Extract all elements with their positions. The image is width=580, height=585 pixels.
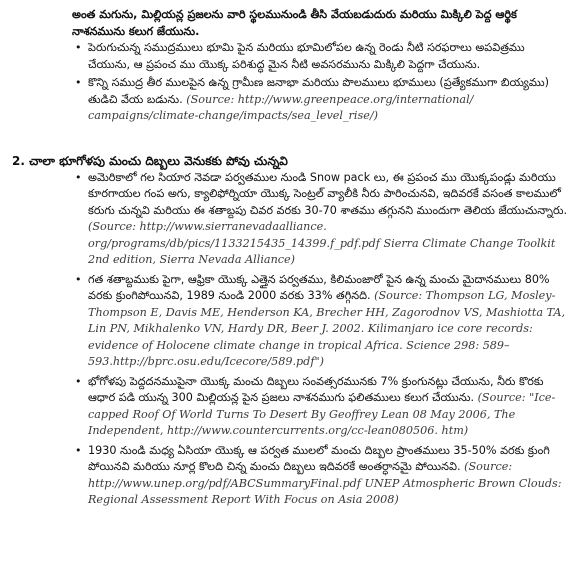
- source-citation: (Source: Thompson LG, Mosley-Thompson E, Davis ME, Henderson KA, Brecher HH, Zagorodnov VS, Mashiotta TA, Lin PN, Mikhalenko VN, Hardy DR, Beer J. 2002. Kilimanjaro ice core records: evidence of Holocene climate change in tropical Africa. Science 298: 589–593.http://bprc.osu.edu/Icecore/589.pdf"): [88, 289, 566, 368]
- item-body: అమెరికాలో గల సియార నెవడా పర్వతముల నుండి Snow pack లు, ఈ ప్రపంచ ము యొక్కపండ్లు మరియు కూరగాయల గంప అగు, క్యాలిఫోర్నియా యొక్క సెంట్రల్ వ్యాలీకి నీరు పారించునవి, ఇదివరకే వసంత కాలములో కరుగు చున్నవి మరియు ఈ శతాబ్దపు చివర వరకు 30-70 శాతము తగ్గునని ముందుగా తెలియ జేయుచున్నారు.: [88, 170, 568, 217]
- item-body: 1930 నుండి మధ్య ఏసియా యొక్క ఆ పర్వత ములలో మంచు దిబ్బల ప్రాంతములు 35-50% వరకు క్రుంగి పోయినవి మరియు నూర్ల కొలది చిన్న మంచు దిబ్బలు ఇదివరకే అంతర్ధానమై పోయినవి.: [88, 443, 550, 473]
- list-item: [0, 272, 580, 371]
- section-title: చాలా భూగోళపు మంచు దిబ్బలు వెనుకకు పోవు చున్నవి: [29, 153, 288, 168]
- list-item-text: [88, 40, 570, 73]
- section-number: 2.: [12, 153, 25, 168]
- section-heading: [12, 152, 580, 170]
- item-body: గత శతాబ్దముకు పైగా, ఆఫ్రికా యొక్క ఎత్తైన పర్వతము, కిలిమంజారో పైన ఉన్న మంచు మైదానములు 80% వరకు క్రుంగిపోయినవి, 1989 నుండి 2000 వరకు 33% తగ్గినది.: [88, 272, 550, 302]
- item-body: పెరుగుచున్న సముద్రములు భూమి పైన మరియు భూమిలోపల ఉన్న రెండు నీటి సరఫరాలు అపవిత్రము చేయును, ఆ ప్రపంచ ము యొక్క పరిశుద్ధ మైన నీటి అవసరమును మిక్కిలి పెద్దగా చేయును.: [88, 41, 525, 71]
- intro-paragraph: అంత మగును, మిల్లియన్ల ప్రజలను వారి స్థలమునుండి తీసి వేయబడుదురు మరియు మిక్కిలి పెద్ద ఆర్థిక నాశనమును కలుగ జేయును.: [72, 8, 517, 38]
- list-item-text: [88, 170, 570, 269]
- item-body: భోగోళపు పెద్దదనముపైనా యొక్క మంచు దిబ్బలు సంవత్సరమునకు 7% క్రుంగునట్లు చేయును, నీరు కొరకు ఆధార పడి యున్న 300 మిల్లియన్ల పైన ప్రజలు నాశనముగు ఫలితములు కలుగ చేయును.: [88, 374, 544, 404]
- bullet-dot-icon: •: [75, 272, 82, 286]
- source-citation: (Source: http://www.sierranevadaalliance. org/programs/db/pics/1133215435_14399.f_pdf.pdf Sierra Climate Change Toolkit 2nd edition, Sierra Nevada Alliance): [88, 220, 556, 266]
- list-item-text: [88, 443, 570, 509]
- list-item: [0, 75, 580, 125]
- list-item-text: [88, 272, 570, 371]
- source-citation: (Source: http://www.unep.org/pdf/ABCSummaryFinal.pdf UNEP Atmospheric Brown Clouds: Regional Assessment Report With Focus on Asia 2008): [88, 460, 562, 506]
- sea-level-impacts-list: [0, 40, 580, 125]
- bullet-dot-icon: •: [75, 443, 82, 457]
- list-item-text: [88, 374, 570, 440]
- bullet-dot-icon: •: [75, 170, 82, 184]
- item-body: కొన్ని సముద్ర తీర ములపైన ఉన్న గ్రామీణ జనాభా మరియు పొలములు భూములు (ప్రత్యేకముగా బియ్యము) తుడిచి వేయ బడును.: [88, 76, 549, 106]
- list-item-text: [88, 75, 570, 125]
- bullet-dot-icon: •: [75, 76, 82, 89]
- source-citation: (Source: http://www.greenpeace.org/international/ campaigns/climate-change/impacts/sea_level_rise/): [88, 92, 474, 122]
- list-item: [0, 374, 580, 440]
- list-item: [0, 443, 580, 509]
- list-item: [0, 170, 580, 269]
- list-item: [0, 40, 580, 73]
- bullet-dot-icon: •: [75, 41, 82, 54]
- glacier-retreat-list: [0, 170, 580, 509]
- bullet-dot-icon: •: [75, 374, 82, 388]
- source-citation: (Source: "Ice-capped Roof Of World Turns To Desert By Geoffrey Lean 08 May 2006, The Independent, http://www.countercurrents.org/cc-lean080506. htm): [88, 391, 556, 437]
